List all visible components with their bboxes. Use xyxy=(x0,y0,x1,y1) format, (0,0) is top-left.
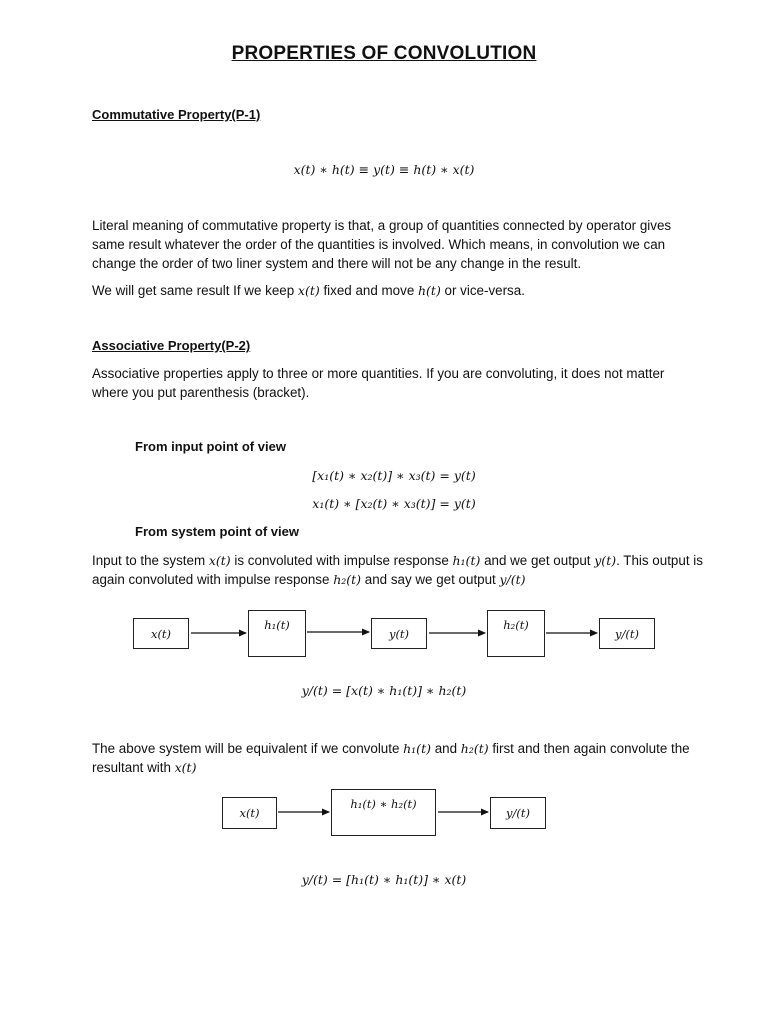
commutative-equation: x(t) ∗ h(t) ≡ y(t) ≡ h(t) ∗ x(t) xyxy=(293,162,475,177)
math-h1: h₁(t) xyxy=(403,741,431,756)
diagram1-middle-box: y(t) xyxy=(371,618,427,649)
system-view-heading: From system point of view xyxy=(135,524,299,539)
line-suffix: or vice-versa. xyxy=(440,283,525,298)
math-h2: h₂(t) xyxy=(333,572,362,587)
diagram1-output-box: y/(t) xyxy=(599,618,655,649)
diagram1-equation: y/(t) = [x(t) ∗ h₁(t)] ∗ h₂(t) xyxy=(301,683,467,698)
diagram1-block1: h₁(t) xyxy=(248,610,306,657)
commutative-paragraph: Literal meaning of commutative property is that, a group of quantities connected by operator gives same result whatever the order of the quantities is involved. Which means, in convolution we can change the order of two liner system and there will not be any change in the result. xyxy=(92,218,672,271)
system-paragraph: Input to the system x(t) is convoluted with impulse response h₁(t) and we get output y(t). This output is again convoluted with impulse response h₂(t) and say we get output y/(t) xyxy=(92,553,703,587)
line-mid: fixed and move xyxy=(319,283,418,298)
diagram1-input-box: x(t) xyxy=(133,618,189,649)
commutative-heading: Commutative Property(P-1) xyxy=(92,107,261,122)
math-x: x(t) xyxy=(174,760,197,775)
page-title: PROPERTIES OF CONVOLUTION xyxy=(231,43,537,64)
math-y: y(t) xyxy=(594,553,617,568)
input-equation-2: x₁(t) ∗ [x₂(t) ∗ x₃(t)] = y(t) xyxy=(312,496,476,511)
math-y-prime: y/(t) xyxy=(499,572,526,587)
associative-heading: Associative Property(P-2) xyxy=(92,338,251,353)
diagram2-input-box: x(t) xyxy=(222,797,277,829)
math-h1: h₁(t) xyxy=(452,553,481,568)
line-prefix: We will get same result If we keep xyxy=(92,283,298,298)
input-equation-1: [x₁(t) ∗ x₂(t)] ∗ x₃(t) = y(t) xyxy=(312,468,476,483)
math-x: x(t) xyxy=(208,553,231,568)
line-x: x(t) xyxy=(297,283,320,298)
math-h2: h₂(t) xyxy=(460,741,489,756)
diagram1-block2: h₂(t) xyxy=(487,610,545,657)
commutative-line xyxy=(92,281,704,300)
input-view-heading: From input point of view xyxy=(135,439,286,454)
diagram2-output-box: y/(t) xyxy=(490,797,546,829)
equivalent-paragraph: The above system will be equivalent if we convolute h₁(t) and h₂(t) first and then again convolute the resultant with x(t) xyxy=(92,741,690,775)
diagram2-block: h₁(t) ∗ h₂(t) xyxy=(331,789,436,836)
associative-paragraph: Associative properties apply to three or more quantities. If you are convoluting, it does not matter where you put parenthesis (bracket). xyxy=(92,366,665,400)
line-h: h(t) xyxy=(418,283,441,298)
diagram2-equation: y/(t) = [h₁(t) ∗ h₁(t)] ∗ x(t) xyxy=(301,872,467,887)
